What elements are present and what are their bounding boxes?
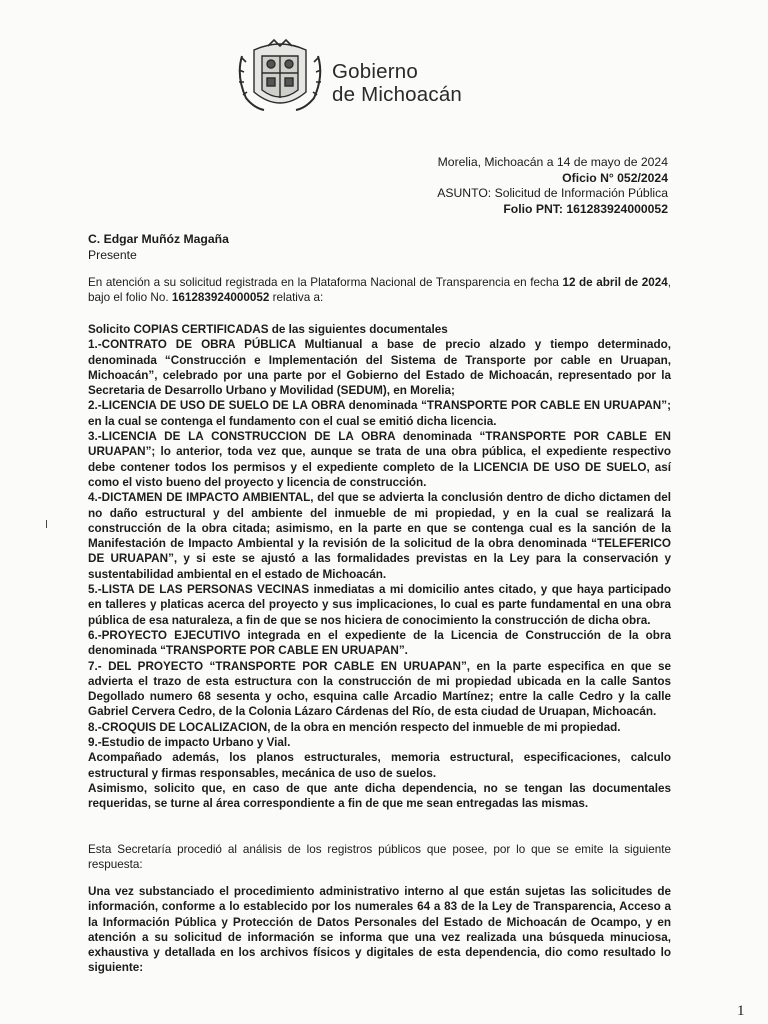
request-item: Acompañado además, los planos estructurales, memoria estructural, especificaciones, calculo estructural y firmas responsables, mecánica de uso de suelos. — [88, 751, 671, 780]
letter-header-meta — [437, 155, 668, 217]
final-paragraph — [88, 884, 671, 976]
request-item: 5.-LISTA DE LAS PERSONAS VECINAS inmediatas a mi domicilio antes citado, y que haya participado en talleres y platicas acerca del proyecto y sus implicaciones, lo cual es parte fundamental en una obra pública de esa naturaleza, a fin de que se nos hiciera de conocimiento la construcción de dicha obra. — [88, 583, 671, 627]
place-date: Morelia, Michoacán a 14 de mayo de 2024 — [437, 155, 668, 169]
scan-mark — [46, 520, 47, 528]
page-number: 1 — [737, 1003, 745, 1019]
request-item: 7.- DEL PROYECTO “TRANSPORTE POR CABLE EN URUAPAN”, en la parte especifica en que se advierta el trazo de esta estructura con la construcción de mi propiedad ubicada en la calle Santos Degollado numero 68 sesenta y ocho, esquina calle Arcadio Martínez; entre la calle Cedro y la calle Gabriel Cervera Cedro, de la Colonia Lázaro Cárdenas del Río, de esta ciudad de Uruapan, Michoacán. — [88, 659, 671, 719]
intro-folio: 161283924000052 — [171, 291, 270, 305]
request-section — [88, 322, 671, 812]
request-item: 8.-CROQUIS DE LOCALIZACION, de la obra en mención respecto del inmueble de mi propiedad. — [88, 720, 621, 734]
addressee-name: C. Edgar Muñóz Magaña — [88, 232, 229, 246]
wordmark-line1: Gobierno — [332, 60, 418, 83]
pnt-folio: Folio PNT: 161283924000052 — [503, 201, 668, 216]
wordmark-line2: de Michoacán — [332, 83, 463, 106]
intro-text-1: En atención a su solicitud registrada en la Plataforma Nacional de Transparencia en fecha — [88, 276, 563, 289]
request-item: 3.-LICENCIA DE LA CONSTRUCCION DE LA OBRA denominada “TRANSPORTE POR CABLE EN URUAPAN”; lo anterior, toda vez que, aunque se trata de una obra pública, el expediente respectivo debe contener todos los permisos y el expediente completo de la LICENCIA DE USO DE SUELO, así como el visto bueno del proyecto y licencia de construcción. — [88, 430, 671, 489]
intro-text-2: , bajo el folio No. — [88, 276, 671, 305]
final-paragraph-text: Una vez substanciado el procedimiento administrativo interno al que están sujetas las solicitudes de información, conforme a lo establecido por los numerales 64 a 83 de la Ley de Transparencia, Acceso a la Información Pública y Protección de Datos Personales del Estado de Michoacán de Ocampo, y en atención a su solicitud de información se informa que una vez realizada una búsqueda minuciosa, exhaustiva y detallada en los archivos físicos y digitales de esta dependencia, dio como resultado lo siguiente: — [88, 885, 671, 975]
intro-paragraph — [88, 275, 671, 306]
subject-line: ASUNTO: Solicitud de Información Pública — [437, 186, 668, 200]
response-intro — [88, 842, 671, 873]
response-intro-text: Esta Secretaría procedió al análisis de los registros públicos que posee, por lo que se emite la siguiente respuesta: — [88, 843, 671, 872]
request-item: 4.-DICTAMEN DE IMPACTO AMBIENTAL, del que se advierta la conclusión dentro de dicho dictamen del no daño estructural y del ambiente del inmueble de mi propiedad, y en la cual se realizará la construcción de la obra citada; asimismo, en la parte en que se contenga cual es la sanción de la Manifestación de Impacto Ambiental y la revisión de la solicitud de la obra denominada “TELEFERICO DE URUAPAN”, y si este se ajustó a las formalidades previstas en la Ley para la conservación y sustentabilidad ambiental en el estado de Michoacán. — [88, 491, 671, 581]
request-item: 9.-Estudio de impacto Urbano y Vial. — [88, 736, 291, 750]
request-heading: Solicito COPIAS CERTIFICADAS de las siguientes documentales — [88, 323, 448, 336]
government-wordmark — [332, 60, 462, 106]
request-item: 2.-LICENCIA DE USO DE SUELO DE LA OBRA denominada “TRANSPORTE POR CABLE EN URUAPAN”; en la cual se contenga el fundamento con el cual se emitió dicha licencia. — [88, 399, 671, 428]
addressee-block — [88, 232, 229, 263]
request-item: 1.-CONTRATO DE OBRA PÚBLICA Multianual a base de precio alzado y tiempo determinado, denominada “Construcción e Implementación del Sistema de Transporte por cable en Uruapan, Michoacán”, celebrado por una parte por el Gobierno del Estado de Michoacán, representado por la Secretaria de Desarrollo Urbano y Movilidad (SEDUM), en Morelia; — [88, 338, 671, 398]
request-item: 6.-PROYECTO EJECUTIVO integrada en el expediente de la Licencia de Construcción de la obra denominada “TRANSPORTE POR CABLE EN URUAPAN”. — [88, 628, 671, 658]
oficio-number: Oficio N° 052/2024 — [562, 170, 668, 185]
intro-date: 12 de abril de 2024 — [562, 276, 668, 289]
state-seal-logo — [234, 36, 326, 116]
request-item: Asimismo, solicito que, en caso de que ante dicha dependencia, no se tengan las documentales requeridas, se turne al área correspondiente a fin de que me sean entregadas las mismas. — [88, 781, 671, 811]
addressee-greeting: Presente — [88, 247, 137, 262]
intro-text-3: relativa a: — [269, 291, 324, 305]
